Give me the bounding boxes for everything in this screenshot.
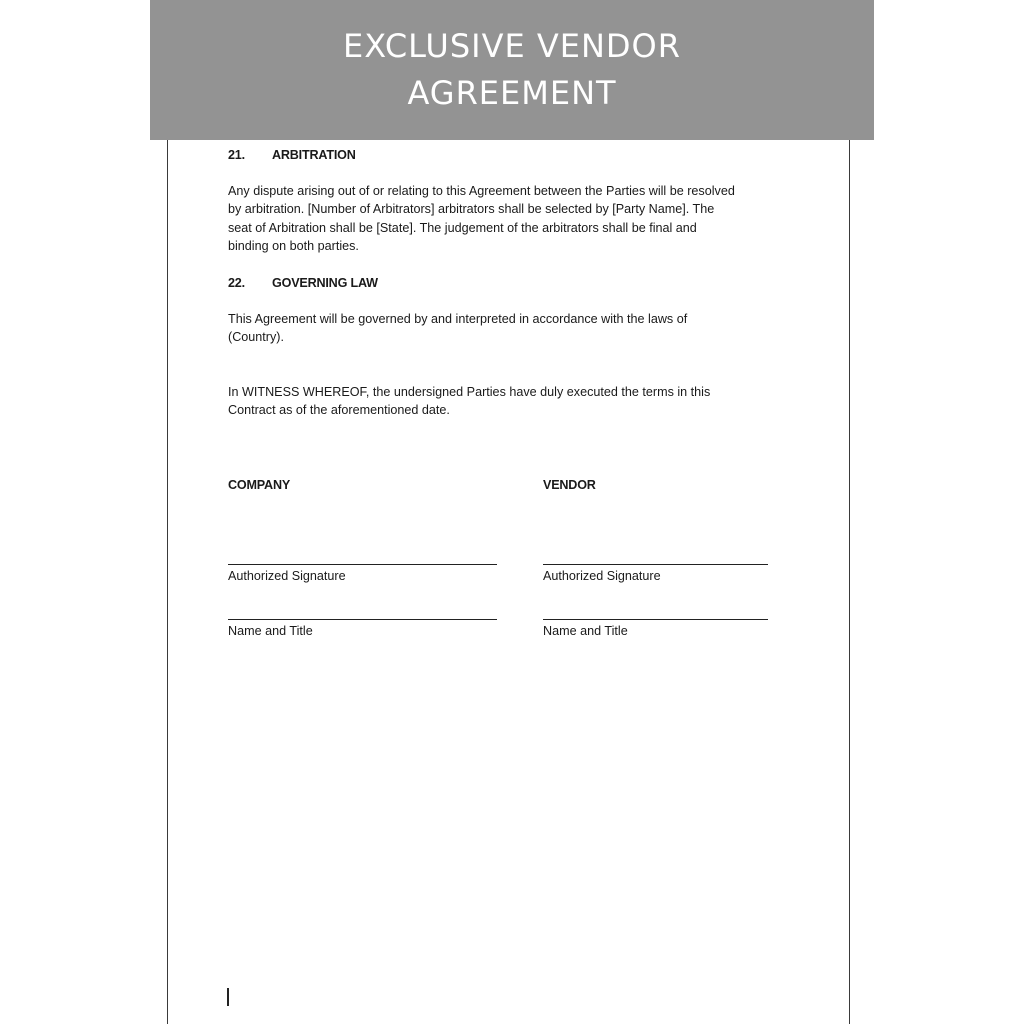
- section-paragraph-governing-law: [228, 310, 798, 347]
- banner-title-line-1: EXCLUSIVE VENDOR: [343, 27, 681, 65]
- paragraph-line: This Agreement will be governed by and interpreted in accordance with the laws of: [228, 312, 688, 326]
- company-name-caption: Name and Title: [228, 624, 313, 638]
- section-number: 22.: [228, 276, 245, 290]
- vendor-name-caption: Name and Title: [543, 624, 628, 638]
- vendor-name-line: [543, 619, 768, 620]
- paragraph-line: Any dispute arising out of or relating to this Agreement between the Parties will be resolved: [228, 184, 735, 198]
- section-title: GOVERNING LAW: [272, 276, 378, 290]
- title-banner: [150, 0, 874, 140]
- section-number: 21.: [228, 148, 245, 162]
- company-name-line: [228, 619, 497, 620]
- company-label: COMPANY: [228, 478, 291, 492]
- section-title: ARBITRATION: [272, 148, 356, 162]
- section-heading-arbitration: [228, 146, 356, 164]
- paragraph-line: In WITNESS WHEREOF, the undersigned Parties have duly executed the terms in this: [228, 385, 711, 399]
- vendor-signature-caption: Authorized Signature: [543, 569, 661, 583]
- company-signature-caption: Authorized Signature: [228, 569, 346, 583]
- banner-title-line-2: AGREEMENT: [407, 74, 617, 112]
- paragraph-line: binding on both parties.: [228, 238, 359, 253]
- section-heading-governing-law: [228, 274, 378, 292]
- paragraph-line: Contract as of the aforementioned date.: [228, 403, 450, 418]
- paragraph-line: by arbitration. [Number of Arbitrators] arbitrators shall be selected by [Party Name]. The: [228, 202, 715, 217]
- text-cursor: [227, 988, 229, 1006]
- paragraph-line: seat of Arbitration shall be [State]. The judgement of the arbitrators shall be final and: [228, 220, 697, 235]
- company-signature-line: [228, 564, 497, 565]
- vendor-label: VENDOR: [543, 478, 596, 492]
- vendor-signature-line: [543, 564, 768, 565]
- section-paragraph-arbitration: [228, 182, 798, 255]
- witness-paragraph: [228, 383, 798, 420]
- paragraph-line: (Country).: [228, 330, 284, 345]
